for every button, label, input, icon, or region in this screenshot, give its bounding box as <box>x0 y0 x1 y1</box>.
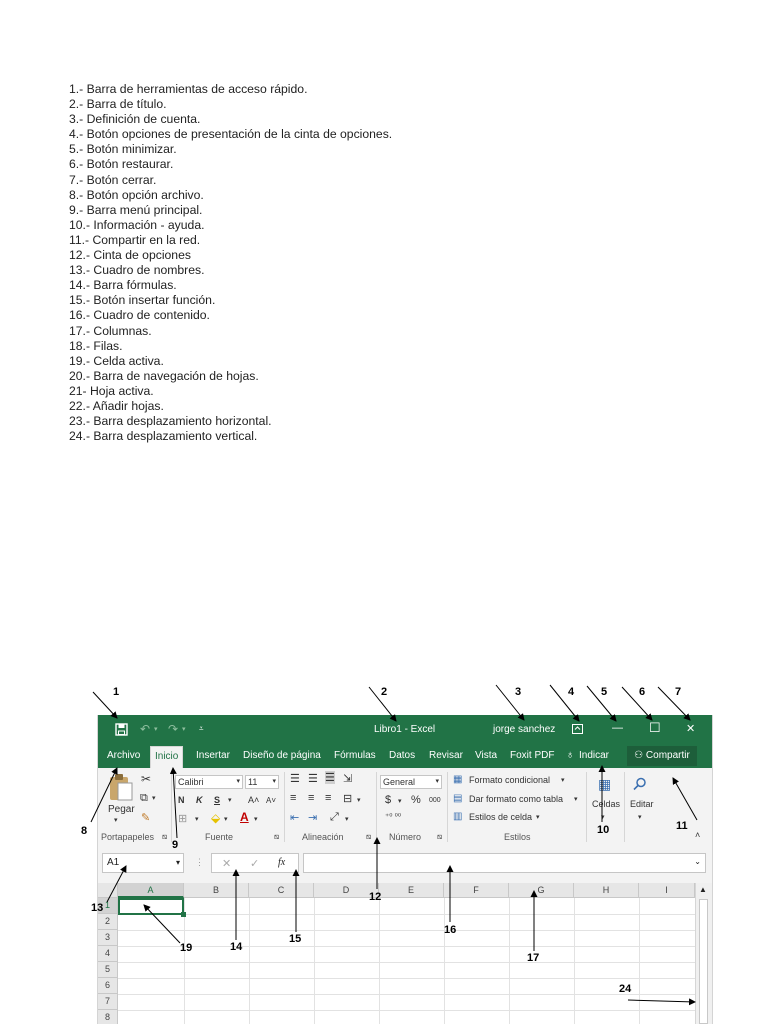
group-label-estilos: Estilos <box>504 832 531 842</box>
ribbon-display-options-icon[interactable] <box>572 724 583 734</box>
fill-color-icon[interactable]: ⬙ <box>211 811 221 825</box>
chevron-down-icon[interactable]: ⌄ <box>694 857 701 866</box>
scroll-thumb[interactable] <box>699 899 708 1024</box>
column-header[interactable]: H <box>574 883 639 898</box>
column-header[interactable]: D <box>314 883 379 898</box>
legend-item: 16.- Cuadro de contenido. <box>69 308 210 323</box>
cell-styles-icon[interactable]: ▥ <box>453 811 463 822</box>
group-label-portapapeles: Portapapeles <box>101 832 155 842</box>
copy-icon[interactable]: ⧉ <box>140 792 148 804</box>
group-separator <box>284 772 285 842</box>
search-icon[interactable] <box>632 776 648 792</box>
customize-toolbar-icon[interactable]: ⩡ <box>199 724 204 733</box>
align-bottom-icon[interactable]: ☰ <box>325 772 335 784</box>
increase-indent-icon[interactable]: ⇥ <box>308 812 318 824</box>
select-all-corner[interactable] <box>98 883 118 898</box>
close-button[interactable]: ✕ <box>686 723 696 735</box>
grid-line <box>118 978 695 979</box>
drag-handle-icon[interactable]: ⋮ <box>195 857 204 867</box>
menu-bar <box>98 744 712 768</box>
font-size-combo[interactable] <box>245 775 279 789</box>
format-as-table-button[interactable]: Dar formato como tabla <box>469 794 564 804</box>
lightbulb-icon: ♁ <box>566 749 575 761</box>
legend-item: 3.- Definición de cuenta. <box>69 112 201 127</box>
legend-item: 7.- Botón cerrar. <box>69 172 157 187</box>
dialog-launcher-icon[interactable]: ⧅ <box>366 832 372 841</box>
tab-foxit-pdf[interactable]: Foxit PDF <box>510 750 555 761</box>
chevron-down-icon[interactable]: ▾ <box>114 817 118 824</box>
excel-window <box>97 715 713 1024</box>
chevron-down-icon[interactable]: ▾ <box>536 814 540 821</box>
group-separator <box>171 772 172 842</box>
number-format-combo[interactable] <box>380 775 442 789</box>
clipboard-icon[interactable] <box>108 772 134 802</box>
row-header[interactable]: 8 <box>98 1010 118 1024</box>
chevron-down-icon[interactable]: ▾ <box>398 798 402 805</box>
align-top-icon[interactable]: ☰ <box>290 773 300 785</box>
tab-diseno-pagina[interactable]: Diseño de página <box>243 750 321 761</box>
chevron-down-icon: ▾ <box>435 778 439 785</box>
underline-button[interactable]: S <box>214 795 221 805</box>
annotation-number: 15 <box>289 933 302 945</box>
legend-item: 11.- Compartir en la red. <box>69 232 201 247</box>
shrink-font-button[interactable]: A˅ <box>266 796 277 805</box>
align-right-icon[interactable]: ≡ <box>325 792 332 804</box>
cells-icon[interactable]: ▦ <box>598 776 612 792</box>
group-separator <box>447 772 448 842</box>
row-header[interactable]: 6 <box>98 978 118 994</box>
tab-formulas[interactable]: Fórmulas <box>334 750 376 761</box>
chevron-down-icon[interactable]: ▾ <box>357 797 361 804</box>
annotation-number: 17 <box>527 952 540 964</box>
chevron-down-icon[interactable]: ▾ <box>195 816 199 823</box>
group-separator <box>624 772 625 842</box>
align-left-icon[interactable]: ≡ <box>290 792 297 804</box>
tab-insertar[interactable]: Insertar <box>196 750 230 761</box>
chevron-down-icon[interactable]: ▾ <box>601 814 605 821</box>
legend-item: 2.- Barra de título. <box>69 97 167 112</box>
redo-icon[interactable]: ↷ <box>168 722 179 736</box>
person-icon: ⚇ <box>634 750 644 761</box>
annotation-number: 2 <box>381 686 388 698</box>
group-separator <box>586 772 587 842</box>
chevron-down-icon[interactable]: ▾ <box>224 816 228 823</box>
chevron-down-icon[interactable]: ▾ <box>182 726 186 733</box>
cut-icon[interactable]: ✂ <box>141 772 152 786</box>
chevron-down-icon[interactable]: ▾ <box>228 797 232 804</box>
chevron-down-icon[interactable]: ▾ <box>154 726 158 733</box>
paste-label[interactable]: Pegar <box>108 804 135 815</box>
collapse-ribbon-icon[interactable]: ˄ <box>695 830 701 840</box>
legend-item: 8.- Botón opción archivo. <box>69 187 204 202</box>
save-icon[interactable] <box>115 723 128 736</box>
row-header[interactable]: 4 <box>98 946 118 962</box>
chevron-down-icon: ▾ <box>175 858 180 867</box>
check-icon[interactable]: ✓ <box>250 858 260 870</box>
grid-line <box>639 898 640 1024</box>
row-header[interactable]: 2 <box>98 914 118 930</box>
grid-line <box>118 946 695 947</box>
vertical-scrollbar[interactable] <box>695 883 712 1024</box>
grid-line <box>118 1010 695 1011</box>
chevron-down-icon: ▾ <box>272 778 276 785</box>
edit-button[interactable]: Editar <box>630 799 654 809</box>
column-header[interactable]: C <box>249 883 314 898</box>
font-name-value: Calibri <box>178 777 204 787</box>
column-header[interactable]: A <box>118 883 184 898</box>
chevron-down-icon[interactable]: ▾ <box>152 795 156 802</box>
chevron-down-icon[interactable]: ▾ <box>574 796 578 803</box>
annotation-number: 19 <box>180 942 193 954</box>
align-middle-icon[interactable]: ☰ <box>308 773 318 785</box>
ribbon <box>98 768 712 847</box>
cells-button[interactable]: Celdas <box>592 799 621 809</box>
chevron-down-icon[interactable]: ▾ <box>345 816 349 823</box>
font-size-value: 11 <box>248 777 258 787</box>
dialog-launcher-icon[interactable]: ⧅ <box>162 832 168 841</box>
legend-item: 10.- Información - ayuda. <box>69 217 205 232</box>
formula-buttons <box>211 853 299 873</box>
insert-function-button[interactable]: fx <box>278 857 286 868</box>
legend-item: 5.- Botón minimizar. <box>69 142 177 157</box>
wrap-text-icon[interactable]: ⇲ <box>343 773 353 785</box>
annotation-number: 8 <box>81 825 88 837</box>
legend-list <box>69 82 392 444</box>
column-header[interactable]: I <box>639 883 695 898</box>
annotation-number: 4 <box>568 686 575 698</box>
annotation-number: 13 <box>91 902 104 914</box>
bold-button[interactable]: N <box>178 795 185 805</box>
thousands-button[interactable]: 000 <box>429 797 441 804</box>
cancel-icon[interactable]: ✕ <box>222 858 232 870</box>
grid-line <box>574 898 575 1024</box>
annotation-number: 6 <box>639 686 646 698</box>
tab-inicio[interactable]: Inicio <box>150 746 183 768</box>
chevron-down-icon[interactable]: ▾ <box>638 814 642 821</box>
grid-line <box>118 994 695 995</box>
annotation-number: 16 <box>444 924 457 936</box>
annotation-number: 1 <box>113 686 120 698</box>
formula-input[interactable] <box>303 853 706 873</box>
column-header[interactable]: E <box>379 883 444 898</box>
tell-me-button[interactable]: Indicar <box>579 750 610 761</box>
group-label-numero: Número <box>389 832 422 842</box>
name-box[interactable] <box>102 853 184 873</box>
grid-line <box>314 898 315 1024</box>
conditional-format-button[interactable]: Formato condicional <box>469 775 551 785</box>
annotation-number: 14 <box>230 941 243 953</box>
annotation-number: 11 <box>676 820 688 832</box>
legend-item: 21- Hoja activa. <box>69 383 154 398</box>
group-separator <box>376 772 377 842</box>
legend-item: 12.- Cinta de opciones <box>69 248 191 263</box>
column-header[interactable]: G <box>509 883 574 898</box>
grid-line <box>379 898 380 1024</box>
borders-icon[interactable]: ⊞ <box>178 813 188 825</box>
conditional-format-icon[interactable]: ▦ <box>453 774 463 785</box>
restore-button[interactable]: ☐ <box>649 720 661 735</box>
grid-line <box>118 930 695 931</box>
decimals-buttons[interactable]: ⁺⁰ ⁰⁰ <box>385 812 402 821</box>
legend-item: 9.- Barra menú principal. <box>69 202 203 217</box>
orientation-icon[interactable]: ⤢ <box>330 811 339 823</box>
legend-item: 23.- Barra desplazamiento horizontal. <box>69 414 272 429</box>
legend-item: 15.- Botón insertar función. <box>69 293 216 308</box>
chevron-down-icon[interactable]: ▾ <box>561 777 565 784</box>
italic-button[interactable]: K <box>196 795 203 805</box>
column-header[interactable]: F <box>444 883 509 898</box>
tab-revisar[interactable]: Revisar <box>429 750 463 761</box>
scroll-up-icon[interactable]: ▲ <box>699 885 707 894</box>
annotation-number: 3 <box>515 686 522 698</box>
tab-datos[interactable]: Datos <box>389 750 416 761</box>
annotation-number: 9 <box>172 839 179 851</box>
annotation-number: 5 <box>601 686 608 698</box>
group-label-fuente: Fuente <box>205 832 234 842</box>
legend-item: 6.- Botón restaurar. <box>69 157 174 172</box>
legend-item: 13.- Cuadro de nombres. <box>69 263 205 278</box>
grid-line <box>509 898 510 1024</box>
title-bar <box>98 715 712 744</box>
decrease-indent-icon[interactable]: ⇤ <box>290 812 300 824</box>
format-painter-icon[interactable]: ✎ <box>141 812 151 824</box>
formula-bar <box>98 846 712 883</box>
currency-button[interactable]: $ <box>385 794 392 806</box>
group-label-alineacion: Alineación <box>302 832 344 842</box>
legend-item: 22.- Añadir hojas. <box>69 398 164 413</box>
legend-item: 19.- Celda activa. <box>69 353 164 368</box>
legend-item: 1.- Barra de herramientas de acceso rápido. <box>69 82 308 96</box>
row-header[interactable]: 7 <box>98 994 118 1010</box>
legend-item: 17.- Columnas. <box>69 323 152 338</box>
dialog-launcher-icon[interactable]: ⧅ <box>437 832 443 841</box>
window-title: Libro1 - Excel <box>374 724 436 735</box>
legend-item: 4.- Botón opciones de presentación de la cinta de opciones. <box>69 127 393 142</box>
grid-line <box>118 962 695 963</box>
chevron-down-icon[interactable]: ▾ <box>254 816 258 823</box>
fill-handle[interactable] <box>181 912 186 917</box>
grid-line <box>249 898 250 1024</box>
grid-line <box>444 898 445 1024</box>
align-center-icon[interactable]: ≡ <box>308 792 315 804</box>
legend-item: 18.- Filas. <box>69 338 123 353</box>
grow-font-button[interactable]: A˄ <box>248 795 260 805</box>
row-header[interactable]: 5 <box>98 962 118 978</box>
annotation-number: 7 <box>675 686 682 698</box>
percent-button[interactable]: % <box>411 794 421 806</box>
row-header[interactable]: 3 <box>98 930 118 946</box>
share-button[interactable] <box>627 746 697 766</box>
tab-vista[interactable]: Vista <box>475 750 498 761</box>
legend-item: 20.- Barra de navegación de hojas. <box>69 368 259 383</box>
tab-archivo[interactable]: Archivo <box>107 750 141 761</box>
font-name-combo[interactable] <box>175 775 243 789</box>
chevron-down-icon: ▾ <box>236 778 240 785</box>
font-color-icon[interactable]: A <box>240 810 249 824</box>
merge-center-icon[interactable]: ⊟ <box>343 793 353 805</box>
dialog-launcher-icon[interactable]: ⧅ <box>274 832 280 841</box>
cell-styles-button[interactable]: Estilos de celda <box>469 812 533 822</box>
name-box-value: A1 <box>107 857 120 868</box>
row-header[interactable]: 1 <box>98 898 118 914</box>
annotation-number: 12 <box>369 891 382 903</box>
legend-item: 14.- Barra fórmulas. <box>69 278 177 293</box>
legend-item: 24.- Barra desplazamiento vertical. <box>69 429 258 444</box>
annotation-number: 10 <box>597 824 610 836</box>
undo-icon[interactable]: ↶ <box>140 722 151 736</box>
annotation-number: 24 <box>619 983 632 995</box>
active-cell[interactable] <box>118 898 184 915</box>
share-label: Compartir <box>645 750 690 761</box>
column-header[interactable]: B <box>184 883 249 898</box>
grid-line <box>118 914 695 915</box>
account-name[interactable]: jorge sanchez <box>493 724 556 735</box>
number-format-value: General <box>383 777 416 787</box>
minimize-button[interactable]: — <box>612 722 623 734</box>
format-as-table-icon[interactable]: ▤ <box>453 793 463 804</box>
